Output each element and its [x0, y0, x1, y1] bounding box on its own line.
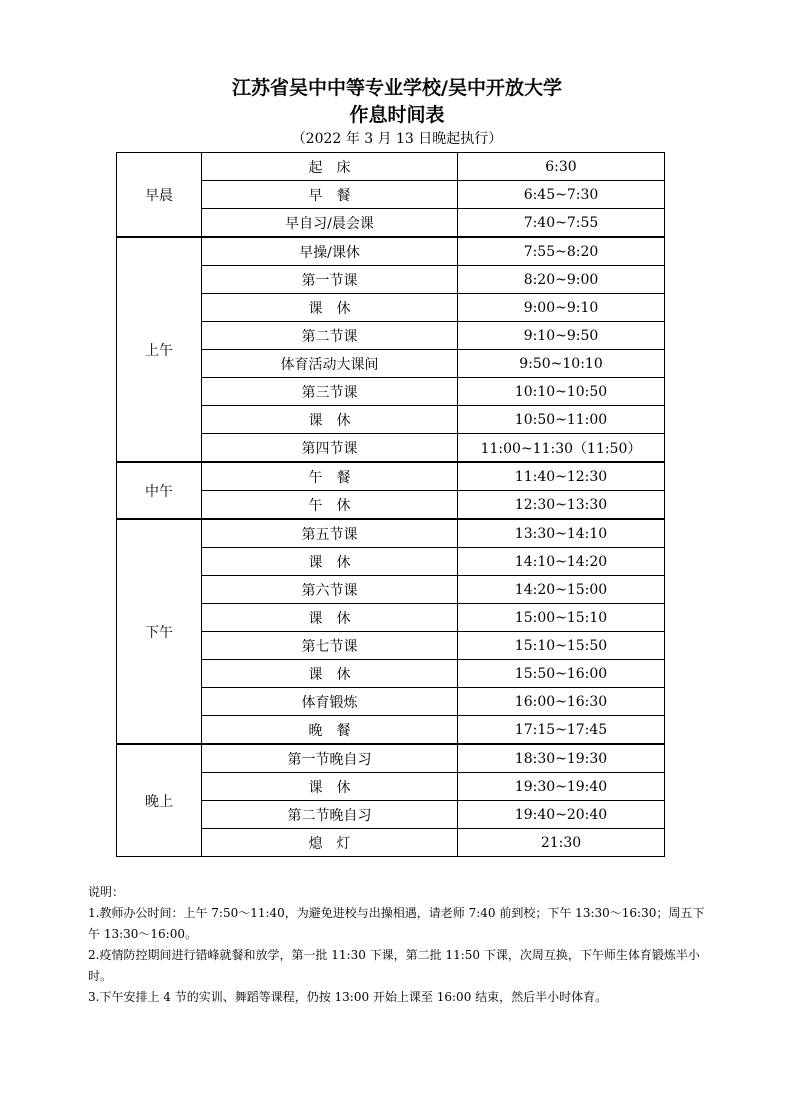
period-cell: 晚上: [117, 744, 202, 857]
time-cell: 15:10~15:50: [458, 632, 665, 660]
activity-cell: 第七节课: [202, 632, 458, 660]
time-cell: 9:00~9:10: [458, 294, 665, 322]
activity-cell: 课 休: [202, 294, 458, 322]
activity-cell: 第二节晚自习: [202, 801, 458, 829]
schedule-table: [116, 152, 665, 857]
activity-cell: 第二节课: [202, 322, 458, 350]
time-cell: 6:45~7:30: [458, 181, 665, 209]
table-row: [117, 744, 665, 773]
document-title: 江苏省吴中中等专业学校/吴中开放大学: [232, 77, 562, 99]
effective-date: （2022 年 3 月 13 日晚起执行）: [291, 131, 503, 147]
note-item: 3.下午安排上 4 节的实训、舞蹈等课程，仍按 13:00 开始上课至 16:00 结束，然后半小时体育。: [88, 990, 608, 1004]
time-cell: 19:30~19:40: [458, 773, 665, 801]
time-cell: 21:30: [458, 829, 665, 857]
notes-section: [88, 882, 708, 1008]
activity-cell: 第一节课: [202, 266, 458, 294]
activity-cell: 体育锻炼: [202, 688, 458, 716]
time-cell: 7:55~8:20: [458, 237, 665, 266]
period-cell: 下午: [117, 519, 202, 744]
activity-cell: 熄 灯: [202, 829, 458, 857]
period-cell: 中午: [117, 462, 202, 519]
activity-cell: 晚 餐: [202, 716, 458, 745]
time-cell: 17:15~17:45: [458, 716, 665, 745]
activity-cell: 课 休: [202, 660, 458, 688]
period-cell: 上午: [117, 237, 202, 462]
activity-cell: 第一节晚自习: [202, 744, 458, 773]
time-cell: 18:30~19:30: [458, 744, 665, 773]
activity-cell: 课 休: [202, 604, 458, 632]
period-cell: 早晨: [117, 153, 202, 238]
time-cell: 8:20~9:00: [458, 266, 665, 294]
activity-cell: 第六节课: [202, 576, 458, 604]
time-cell: 9:50~10:10: [458, 350, 665, 378]
activity-cell: 课 休: [202, 773, 458, 801]
time-cell: 11:00~11:30（11:50）: [458, 434, 665, 463]
time-cell: 13:30~14:10: [458, 519, 665, 548]
activity-cell: 课 休: [202, 548, 458, 576]
time-cell: 12:30~13:30: [458, 491, 665, 520]
table-row: [117, 237, 665, 266]
activity-cell: 第四节课: [202, 434, 458, 463]
time-cell: 15:50~16:00: [458, 660, 665, 688]
time-cell: 10:10~10:50: [458, 378, 665, 406]
time-cell: 14:10~14:20: [458, 548, 665, 576]
time-cell: 11:40~12:30: [458, 462, 665, 491]
activity-cell: 早操/课休: [202, 237, 458, 266]
document-subtitle-title: 作息时间表: [349, 104, 445, 126]
time-cell: 16:00~16:30: [458, 688, 665, 716]
activity-cell: 体育活动大课间: [202, 350, 458, 378]
time-cell: 9:10~9:50: [458, 322, 665, 350]
note-item: 2.疫情防控期间进行错峰就餐和放学，第一批 11:30 下课，第二批 11:50 下课，次周互换，下午师生体育锻炼半小时。: [88, 948, 700, 983]
activity-cell: 午 休: [202, 491, 458, 520]
table-row: [117, 153, 665, 181]
time-cell: 7:40~7:55: [458, 209, 665, 238]
time-cell: 10:50~11:00: [458, 406, 665, 434]
notes-heading: 说明：: [88, 885, 125, 899]
activity-cell: 早自习/晨会课: [202, 209, 458, 238]
table-row: [117, 519, 665, 548]
time-cell: 6:30: [458, 153, 665, 181]
time-cell: 19:40~20:40: [458, 801, 665, 829]
activity-cell: 课 休: [202, 406, 458, 434]
activity-cell: 早 餐: [202, 181, 458, 209]
activity-cell: 第五节课: [202, 519, 458, 548]
table-row: [117, 462, 665, 491]
time-cell: 14:20~15:00: [458, 576, 665, 604]
time-cell: 15:00~15:10: [458, 604, 665, 632]
note-item: 1.教师办公时间：上午 7:50～11:40，为避免进校与出操相遇，请老师 7:40 前到校；下午 13:30～16:30；周五下午 13:30～16:00。: [88, 906, 705, 941]
activity-cell: 午 餐: [202, 462, 458, 491]
activity-cell: 第三节课: [202, 378, 458, 406]
activity-cell: 起 床: [202, 153, 458, 181]
